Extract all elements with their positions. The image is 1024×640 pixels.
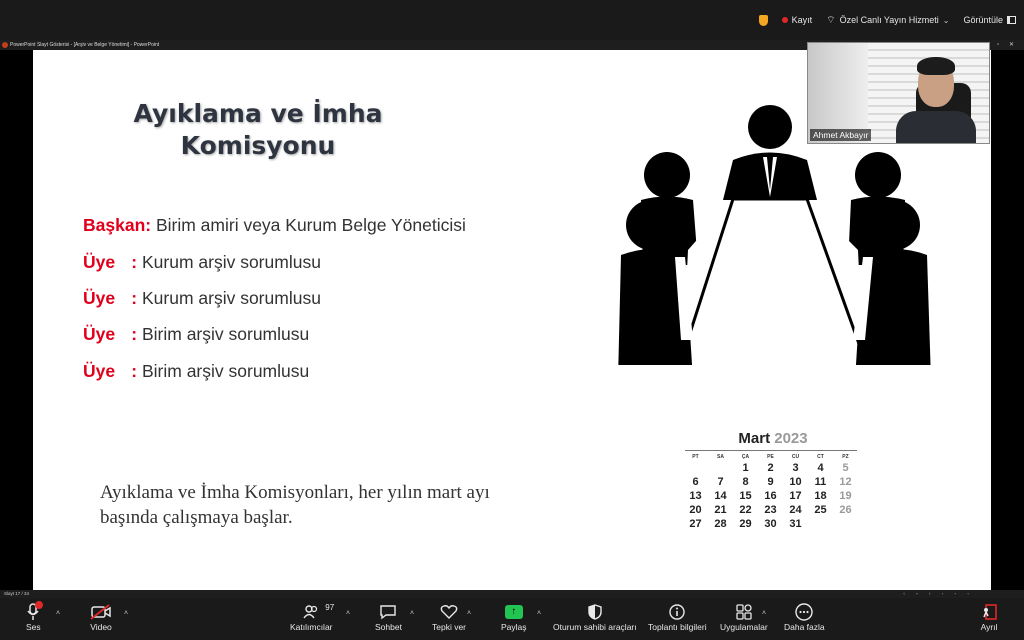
calendar-weekday: CT	[817, 454, 824, 460]
role-row-member	[83, 288, 321, 309]
calendar-day: 4	[817, 462, 824, 474]
chevron-down-icon: ⌄	[942, 15, 950, 25]
calendar-grid	[683, 453, 863, 531]
reactions-options-chevron-icon[interactable]: ˄	[467, 610, 472, 617]
broadcast-icon: ⌔	[826, 14, 836, 26]
calendar-weekday: PZ	[842, 454, 849, 460]
slide-title	[93, 98, 423, 162]
share-label: Paylaş	[501, 622, 527, 632]
role-row-member	[83, 324, 309, 345]
top-bar-controls	[759, 0, 1016, 40]
calendar-day	[683, 461, 708, 475]
shield-icon	[759, 15, 768, 26]
role-key: Üye	[83, 324, 116, 344]
slide-footnote-text	[100, 480, 560, 530]
calendar-weekday: PE	[767, 454, 774, 460]
meeting-info-label: Toplantı bilgileri	[648, 622, 707, 632]
calendar-day: 23	[764, 504, 777, 516]
participants-icon	[303, 605, 319, 619]
calendar-day: 11	[814, 476, 827, 488]
chat-bubble-icon	[379, 604, 397, 620]
share-screen-button[interactable]	[501, 602, 527, 638]
heart-icon	[440, 604, 458, 620]
calendar-day: 12	[839, 476, 852, 488]
calendar-day: 31	[789, 518, 802, 530]
chat-options-chevron-icon[interactable]: ˄	[410, 610, 415, 617]
role-key: Başkan:	[83, 215, 152, 235]
calendar-day: 29	[739, 518, 752, 530]
slide-title-line-2: Komisyonu	[180, 131, 336, 160]
video-label: Video	[90, 622, 112, 632]
participant-name-label: Ahmet Akbayır	[810, 129, 871, 141]
powerpoint-logo-icon	[2, 42, 8, 48]
role-row-member	[83, 361, 309, 382]
participants-icon-wrap	[303, 602, 335, 622]
info-icon-wrap	[669, 602, 685, 622]
calendar-divider	[685, 450, 857, 451]
livestream-label: Özel Canlı Yayın Hizmeti	[839, 15, 939, 25]
meeting-info-button[interactable]	[648, 602, 707, 638]
calendar-title	[683, 430, 863, 447]
apps-options-chevron-icon[interactable]: ˄	[762, 610, 767, 617]
leave-meeting-button[interactable]	[980, 602, 998, 638]
calendar-day: 8	[742, 476, 749, 488]
calendar-day: 27	[689, 518, 702, 530]
audio-button[interactable]	[26, 602, 41, 638]
calendar-day: 15	[739, 490, 752, 502]
calendar-weekday: SA	[717, 454, 724, 460]
role-separator: :	[131, 252, 138, 272]
chat-label: Sohbet	[375, 622, 402, 632]
calendar-day	[833, 517, 858, 531]
chat-button[interactable]	[375, 602, 402, 638]
calendar-day: 10	[789, 476, 802, 488]
role-value: Birim arşiv sorumlusu	[141, 324, 310, 344]
audio-icon-wrap	[26, 602, 40, 622]
role-value: Birim arşiv sorumlusu	[141, 361, 310, 381]
calendar-day: 13	[689, 490, 702, 502]
more-icon-wrap	[795, 602, 813, 622]
host-tools-label: Oturum sahibi araçları	[553, 622, 637, 632]
recording-label: Kayıt	[791, 15, 813, 25]
host-tools-button[interactable]	[553, 602, 637, 638]
calendar-day: 21	[714, 504, 727, 516]
calendar-day: 24	[789, 504, 802, 516]
notification-badge	[35, 601, 43, 609]
role-row-chair	[83, 215, 466, 236]
calendar-month: Mart	[738, 430, 771, 447]
recording-indicator[interactable]	[782, 15, 813, 25]
role-row-member	[83, 252, 321, 273]
meeting-table-illustration	[613, 105, 933, 365]
calendar-day: 17	[789, 490, 802, 502]
role-key: Üye	[83, 252, 116, 272]
calendar-year: 2023	[774, 430, 808, 447]
participants-options-chevron-icon[interactable]: ˄	[346, 610, 351, 617]
audio-label: Ses	[26, 622, 41, 632]
apps-icon-wrap	[736, 602, 752, 622]
apps-icon	[736, 604, 752, 620]
info-icon	[669, 604, 685, 620]
calendar-day: 6	[692, 476, 699, 488]
role-separator: :	[131, 324, 138, 344]
slide-title-line-1: Ayıklama ve İmha	[133, 99, 383, 128]
video-options-chevron-icon[interactable]: ˄	[124, 610, 129, 617]
calendar-day: 14	[714, 490, 727, 502]
window-controls[interactable]: ▫ ✕	[997, 42, 1018, 48]
ppt-window-title: PowerPoint Slayt Gösterisi - [Arşiv ve Belge Yönetimi] - PowerPoint	[10, 42, 160, 48]
calendar-day	[808, 517, 833, 531]
apps-label: Uygulamalar	[720, 622, 768, 632]
video-off-icon	[90, 604, 112, 620]
calendar-weekday: PT	[692, 454, 699, 460]
footnote-line-1: Ayıklama ve İmha Komisyonları, her yılın mart ayı	[100, 482, 490, 503]
calendar-day: 30	[764, 518, 777, 530]
role-key: Üye	[83, 361, 116, 381]
leave-door-icon	[980, 603, 998, 621]
calendar-day: 7	[717, 476, 724, 488]
share-arrow-icon: ↑	[505, 605, 523, 619]
calendar-day: 22	[739, 504, 752, 516]
view-button[interactable]	[963, 15, 1016, 25]
calendar-weekday: CU	[791, 454, 800, 460]
ppt-status-bar	[0, 590, 1024, 598]
slide-margin-right	[991, 50, 1024, 590]
slide-counter: Slayt 17 / 34	[4, 591, 30, 596]
reactions-button[interactable]	[432, 602, 466, 638]
share-icon-wrap	[505, 602, 523, 622]
more-dots-icon	[795, 603, 813, 621]
zoom-bottom-toolbar	[0, 598, 1024, 640]
role-key: Üye	[83, 288, 116, 308]
calendar-day: 2	[767, 462, 774, 474]
audio-options-chevron-icon[interactable]: ˄	[56, 610, 61, 617]
calendar-day: 26	[839, 504, 852, 516]
calendar-day: 3	[792, 462, 799, 474]
leave-label: Ayrıl	[980, 622, 998, 632]
more-label: Daha fazla	[784, 622, 825, 632]
reactions-label: Tepki ver	[432, 622, 467, 632]
participants-label: Katılımcılar	[290, 622, 333, 632]
more-button[interactable]	[784, 602, 825, 638]
role-value: Birim amiri veya Kurum Belge Yöneticisi	[151, 215, 466, 235]
view-label: Görüntüle	[963, 15, 1003, 25]
zoom-top-bar	[0, 0, 1024, 40]
calendar-day: 1	[742, 462, 749, 474]
speaker-video-thumbnail[interactable]	[807, 42, 990, 144]
calendar-day: 9	[767, 476, 774, 488]
calendar-day: 5	[842, 462, 849, 474]
leave-icon-wrap	[980, 602, 998, 622]
slide-nav-controls[interactable]: ‹ ▫ › ◦ ◦ ◦	[903, 591, 974, 596]
calendar-day: 28	[714, 518, 727, 530]
calendar-day: 16	[764, 490, 777, 502]
reactions-icon-wrap	[440, 602, 458, 622]
slide-margin-left	[0, 50, 33, 590]
view-grid-icon	[1007, 16, 1016, 24]
host-tools-icon-wrap	[588, 602, 602, 622]
role-value: Kurum arşiv sorumlusu	[141, 288, 321, 308]
shield-icon	[588, 604, 602, 620]
calendar-day: 18	[814, 490, 827, 502]
footnote-line-2: başında çalışmaya başlar.	[100, 507, 293, 528]
video-icon-wrap	[90, 602, 112, 622]
calendar-day: 20	[689, 504, 702, 516]
security-indicator[interactable]	[759, 15, 768, 26]
calendar-day: 25	[814, 504, 827, 516]
participants-count: 97	[325, 603, 335, 612]
calendar-weekday: ÇA	[741, 454, 750, 460]
record-dot-icon	[782, 17, 788, 23]
role-value: Kurum arşiv sorumlusu	[141, 252, 321, 272]
participants-button[interactable]	[290, 602, 333, 638]
calendar-day	[708, 461, 733, 475]
speaker-body	[896, 111, 976, 144]
livestream-menu[interactable]	[826, 14, 949, 27]
march-calendar	[683, 430, 863, 531]
apps-button[interactable]	[720, 602, 768, 638]
video-button[interactable]	[90, 602, 112, 638]
chat-icon-wrap	[379, 602, 397, 622]
role-separator: :	[131, 288, 138, 308]
role-separator: :	[131, 361, 138, 381]
share-options-chevron-icon[interactable]: ˄	[537, 610, 542, 617]
speaker-hair	[917, 57, 955, 75]
calendar-day: 19	[839, 490, 852, 502]
